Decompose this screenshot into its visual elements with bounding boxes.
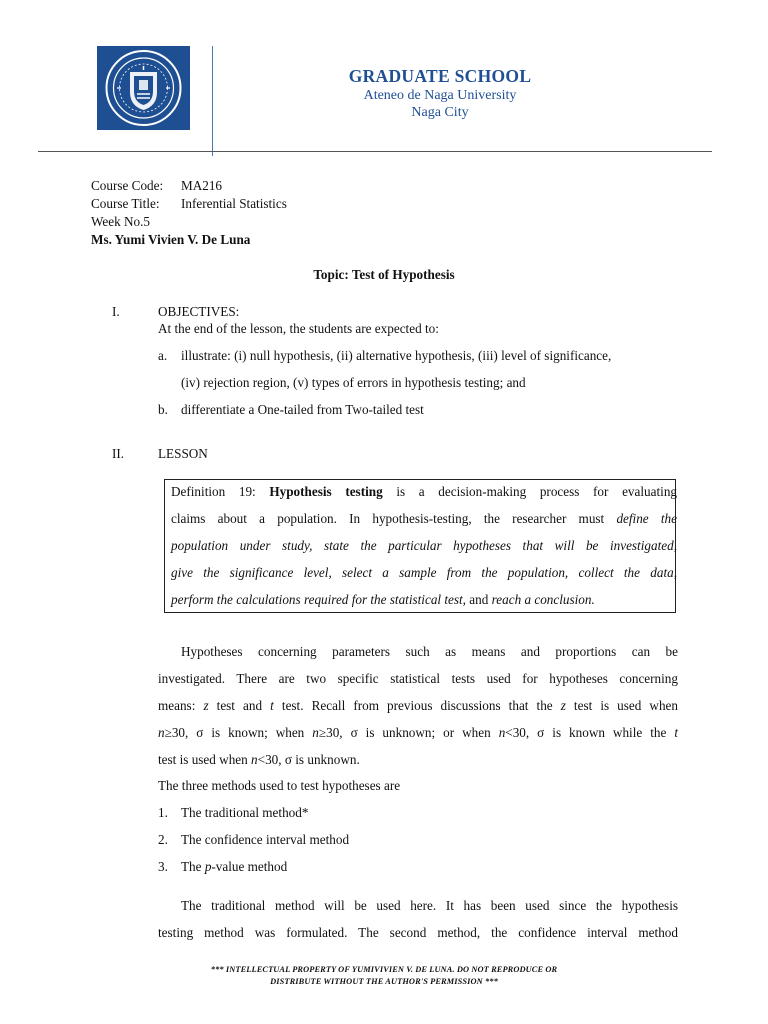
course-code-label: Course Code:	[91, 178, 164, 193]
header-vertical-divider	[212, 46, 213, 156]
objectives-numeral: I.	[112, 304, 120, 319]
definition-term: Hypothesis testing	[269, 484, 383, 499]
definition-box	[164, 479, 676, 613]
definition-text: and	[465, 592, 492, 607]
course-title-row	[91, 195, 287, 212]
symbol-t: t	[674, 725, 678, 740]
method-1-text: The traditional method*	[181, 805, 309, 820]
method-3-text	[181, 858, 287, 875]
paragraph1-line-2	[158, 670, 678, 687]
definition-text-italic: give the significance level, select a sample from the population, collect the data,	[171, 565, 677, 580]
university-name: Ateneo de Naga University	[363, 88, 517, 103]
definition-text-italic: perform the calculations required for the statistical test,	[171, 592, 466, 607]
footer-copyright-line-2: DISTRIBUTE WITHOUT THE AUTHOR'S PERMISSION ***	[270, 977, 498, 986]
definition-text: claims about a population. In hypothesis-testing, the researcher must	[171, 511, 617, 526]
objective-a-marker: a.	[158, 348, 168, 363]
paragraph1-line-1	[158, 643, 678, 660]
topic-title: Topic: Test of Hypothesis	[313, 267, 455, 282]
symbol-z: z	[203, 698, 209, 713]
university-seal-logo	[97, 46, 190, 130]
method-text: -value method	[211, 859, 288, 874]
method-text: The	[181, 859, 205, 874]
lesson-heading: LESSON	[158, 446, 208, 461]
symbol-n: n	[251, 752, 258, 767]
course-title-value: Inferential Statistics	[181, 196, 287, 211]
paragraph-text: test is used when	[565, 698, 678, 713]
header-horizontal-divider	[38, 151, 712, 152]
seal-icon	[97, 46, 190, 130]
paragraph1-line-3	[158, 697, 678, 714]
paragraph-text: investigated. There are two specific statistical tests used for hypotheses concerning	[158, 671, 678, 686]
paragraph1-line-5	[158, 751, 360, 768]
paragraph2-line-1	[158, 897, 678, 914]
course-code-value: MA216	[181, 178, 223, 193]
school-name: GRADUATE SCHOOL	[348, 66, 532, 86]
course-code-row	[91, 177, 223, 194]
objective-a-line1: illustrate: (i) null hypothesis, (ii) alternative hypothesis, (iii) level of significance,	[181, 348, 612, 363]
symbol-p: p	[204, 859, 212, 874]
objective-b-line1: differentiate a One-tailed from Two-tailed test	[181, 402, 424, 417]
symbol-z: z	[560, 698, 566, 713]
definition-text: is a decision-making process for evaluating	[382, 484, 678, 499]
paragraph-text: <30, σ is known while the	[505, 725, 675, 740]
paragraph2-line-2	[158, 924, 678, 941]
objective-b-marker: b.	[158, 402, 168, 417]
course-title-label: Course Title:	[91, 196, 160, 211]
paragraph-text: test is used when	[158, 752, 252, 767]
instructor-name: Ms. Yumi Vivien V. De Luna	[91, 232, 251, 247]
paragraph1-line-4	[158, 724, 678, 741]
definition-line-1	[171, 483, 677, 500]
method-2-number: 2.	[158, 832, 168, 847]
objectives-intro: At the end of the lesson, the students are expected to:	[158, 321, 439, 336]
symbol-n: n	[158, 725, 165, 740]
objectives-heading: OBJECTIVES:	[158, 304, 240, 319]
methods-intro: The three methods used to test hypotheses are	[158, 778, 401, 793]
footer-copyright-line-1: *** INTELLECTUAL PROPERTY OF YUMIVIVIEN V. DE LUNA. DO NOT REPRODUCE OR	[210, 965, 558, 974]
definition-text-italic: population under study, state the particular hypotheses that will be investigated,	[171, 538, 677, 553]
symbol-n: n	[312, 725, 319, 740]
paragraph-text: test and	[208, 698, 271, 713]
paragraph-text: testing method was formulated. The second method, the confidence interval method	[158, 925, 678, 940]
city-name: Naga City	[411, 105, 469, 120]
paragraph-text: <30, σ is unknown.	[257, 752, 360, 767]
symbol-n: n	[498, 725, 506, 740]
definition-line-4	[171, 564, 677, 581]
symbol-t: t	[270, 698, 274, 713]
paragraph-text: ≥30, σ is known; when	[164, 725, 313, 740]
lesson-numeral: II.	[112, 446, 125, 461]
definition-line-2	[171, 510, 677, 527]
method-1-number: 1.	[158, 805, 168, 820]
method-2-text: The confidence interval method	[181, 832, 350, 847]
definition-label: Definition 19:	[171, 484, 270, 499]
definition-line-5	[171, 591, 595, 608]
paragraph-text: means:	[158, 698, 204, 713]
week-number: Week No.5	[91, 214, 150, 229]
definition-text-italic: reach a conclusion.	[491, 592, 595, 607]
paragraph-text: The traditional method will be used here. It has been used since the hypothesis	[181, 898, 678, 913]
paragraph-text: ≥30, σ is unknown; or when	[318, 725, 499, 740]
definition-line-3	[171, 537, 677, 554]
objective-a-line2: (iv) rejection region, (v) types of errors in hypothesis testing; and	[181, 375, 526, 390]
method-3-number: 3.	[158, 859, 168, 874]
paragraph-text: test. Recall from previous discussions that the	[273, 698, 561, 713]
paragraph-text: Hypotheses concerning parameters such as means and proportions can be	[181, 644, 678, 659]
definition-text-italic: define the	[616, 511, 677, 526]
